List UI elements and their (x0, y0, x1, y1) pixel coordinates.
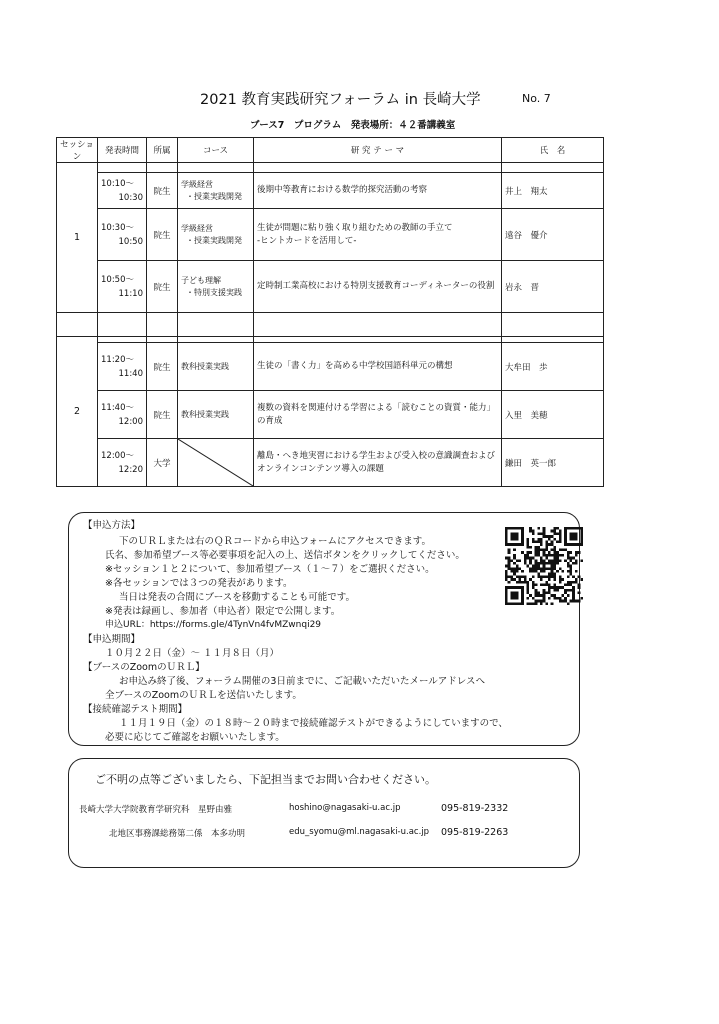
header-session: セッション (57, 138, 98, 163)
theme-line: -ヒントカードを活用して- (257, 235, 357, 246)
start-time: 10:10～ (101, 178, 134, 189)
table-row (57, 173, 604, 209)
time-cell (98, 173, 147, 209)
theme-cell: 生徒の「書く力」を高める中学校国語科単元の構想 (254, 343, 502, 391)
affiliation-cell: 院生 (147, 391, 178, 439)
affiliation-cell: 院生 (147, 209, 178, 261)
end-time: 11:40 (118, 368, 143, 379)
course-cell-empty (178, 439, 254, 487)
theme-cell: 複数の資料を関連付ける学習による「読むことの資質・能力」の育成 (254, 391, 502, 439)
start-time: 10:30～ (101, 222, 134, 233)
header-course: コース (178, 138, 254, 163)
test-text: 必要に応じてご確認をお願いいたします。 (105, 732, 285, 743)
course-line: ・授業実践開発 (186, 191, 242, 201)
schedule-table (56, 137, 604, 487)
spacer-row (57, 163, 604, 173)
end-time: 11:10 (118, 288, 143, 299)
apply-text: ※セッション１と２について、参加希望ブース（１～７）をご選択ください。 (105, 564, 435, 575)
end-time: 12:00 (118, 416, 143, 427)
affiliation-cell: 大学 (147, 439, 178, 487)
contact-email[interactable]: edu_syomu@ml.nagasaki-u.ac.jp (289, 827, 430, 837)
table-row (57, 343, 604, 391)
contact-box (68, 758, 580, 868)
affiliation-cell: 院生 (147, 173, 178, 209)
course-line: ・授業実践開発 (186, 235, 242, 245)
apply-text: 氏名、参加希望ブース等必要事項を記入の上、送信ボタンをクリックしてください。 (105, 550, 465, 561)
course-cell: 教科授業実践 (178, 391, 254, 439)
table-row (57, 391, 604, 439)
presenter-name: 鎌田 英一郎 (502, 439, 604, 487)
header-name: 氏 名 (502, 138, 604, 163)
apply-url-link[interactable]: 申込URL：https://forms.gle/4TynVn4fvMZwnqi29 (105, 620, 322, 630)
diagonal-slash-line (178, 439, 253, 486)
session-number: 2 (57, 337, 98, 487)
contact-phone: 095-819-2332 (441, 803, 509, 814)
test-heading: 【接続確認テスト期間】 (83, 704, 188, 715)
table-header-row (57, 138, 604, 163)
end-time: 10:30 (118, 192, 143, 203)
contact-org: 長崎大学大学院教育学研究科 星野由雅 (79, 805, 233, 815)
session-number: 1 (57, 163, 98, 313)
header-affiliation: 所属 (147, 138, 178, 163)
table-row (57, 209, 604, 261)
zoom-text: お申込み終了後、フォーラム開催の3日前までに、ご記載いただいたメールアドレスへ (119, 676, 486, 687)
course-cell (178, 173, 254, 209)
end-time: 12:20 (118, 464, 143, 475)
course-line: ・特別支援実践 (186, 287, 242, 297)
course-cell (178, 209, 254, 261)
zoom-text: 全ブースのZoomのＵＲＬを送信いたします。 (105, 690, 302, 701)
apply-text: ※発表は録画し、参加者（申込者）限定で公開します。 (105, 606, 341, 617)
page-title: 2021 教育実践研究フォーラム in 長崎大学 (200, 92, 481, 108)
apply-text: 当日は発表の合間にブースを移動することも可能です。 (119, 592, 355, 603)
course-line: 学級経営 (181, 223, 213, 233)
presenter-name: 大牟田 歩 (502, 343, 604, 391)
header-time: 発表時間 (98, 138, 147, 163)
affiliation-cell: 院生 (147, 343, 178, 391)
break-row (57, 313, 604, 337)
theme-line: 生徒が問題に粘り強く取り組むための教師の手立て (257, 222, 453, 233)
application-info-box (68, 512, 580, 746)
period-heading: 【申込期間】 (83, 634, 141, 645)
start-time: 12:00～ (101, 450, 134, 461)
course-cell (178, 261, 254, 313)
course-cell: 教科授業実践 (178, 343, 254, 391)
apply-text: 下のＵＲＬまたは右のＱＲコードから申込フォームにアクセスできます。 (119, 536, 431, 547)
time-cell (98, 391, 147, 439)
contact-heading: ご不明の点等ございましたら、下記担当までお問い合わせください。 (95, 773, 436, 786)
apply-text: ※各セッションでは３つの発表があります。 (105, 578, 293, 589)
presenter-name: 入里 美穂 (502, 391, 604, 439)
theme-cell: 後期中等教育における数学的探究活動の考察 (254, 173, 502, 209)
test-text: １１月１９日（金）の１８時～２０時まで接続確認テストができるようにしていますので、 (119, 718, 508, 729)
time-cell (98, 439, 147, 487)
contact-phone: 095-819-2263 (441, 827, 509, 838)
theme-cell (254, 209, 502, 261)
start-time: 11:40～ (101, 402, 134, 413)
qr-code-image[interactable] (505, 527, 583, 605)
affiliation-cell: 院生 (147, 261, 178, 313)
start-time: 10:50～ (101, 274, 134, 285)
presenter-name: 遠谷 優介 (502, 209, 604, 261)
period-text: １０月２２日（金）～ １１月８日（月） (105, 648, 280, 659)
table-row (57, 261, 604, 313)
contact-org: 北地区事務課総務第二係 本多功明 (109, 829, 246, 839)
end-time: 10:50 (118, 236, 143, 247)
page-number: No. 7 (522, 92, 551, 105)
time-cell (98, 209, 147, 261)
time-cell (98, 343, 147, 391)
booth-subtitle: ブース7 プログラム 発表場所：４２番講義室 (250, 120, 456, 131)
course-line: 学級経営 (181, 179, 213, 189)
start-time: 11:20～ (101, 354, 134, 365)
time-cell (98, 261, 147, 313)
zoom-heading: 【ブースのZoomのＵＲＬ】 (83, 662, 205, 673)
contact-email[interactable]: hoshino@nagasaki-u.ac.jp (289, 803, 401, 813)
theme-cell: 定時制工業高校における特別支援教育コーディネーターの役割 (254, 261, 502, 313)
table-row (57, 439, 604, 487)
header-theme: 研 究 テ ー マ (254, 138, 502, 163)
presenter-name: 岩永 晋 (502, 261, 604, 313)
apply-heading: 【申込方法】 (83, 520, 141, 531)
course-line: 子ども理解 (181, 275, 221, 285)
theme-cell: 離島・へき地実習における学生および受入校の意識調査およびオンラインコンテンツ導入の課題 (254, 439, 502, 487)
presenter-name: 井上 翔太 (502, 173, 604, 209)
